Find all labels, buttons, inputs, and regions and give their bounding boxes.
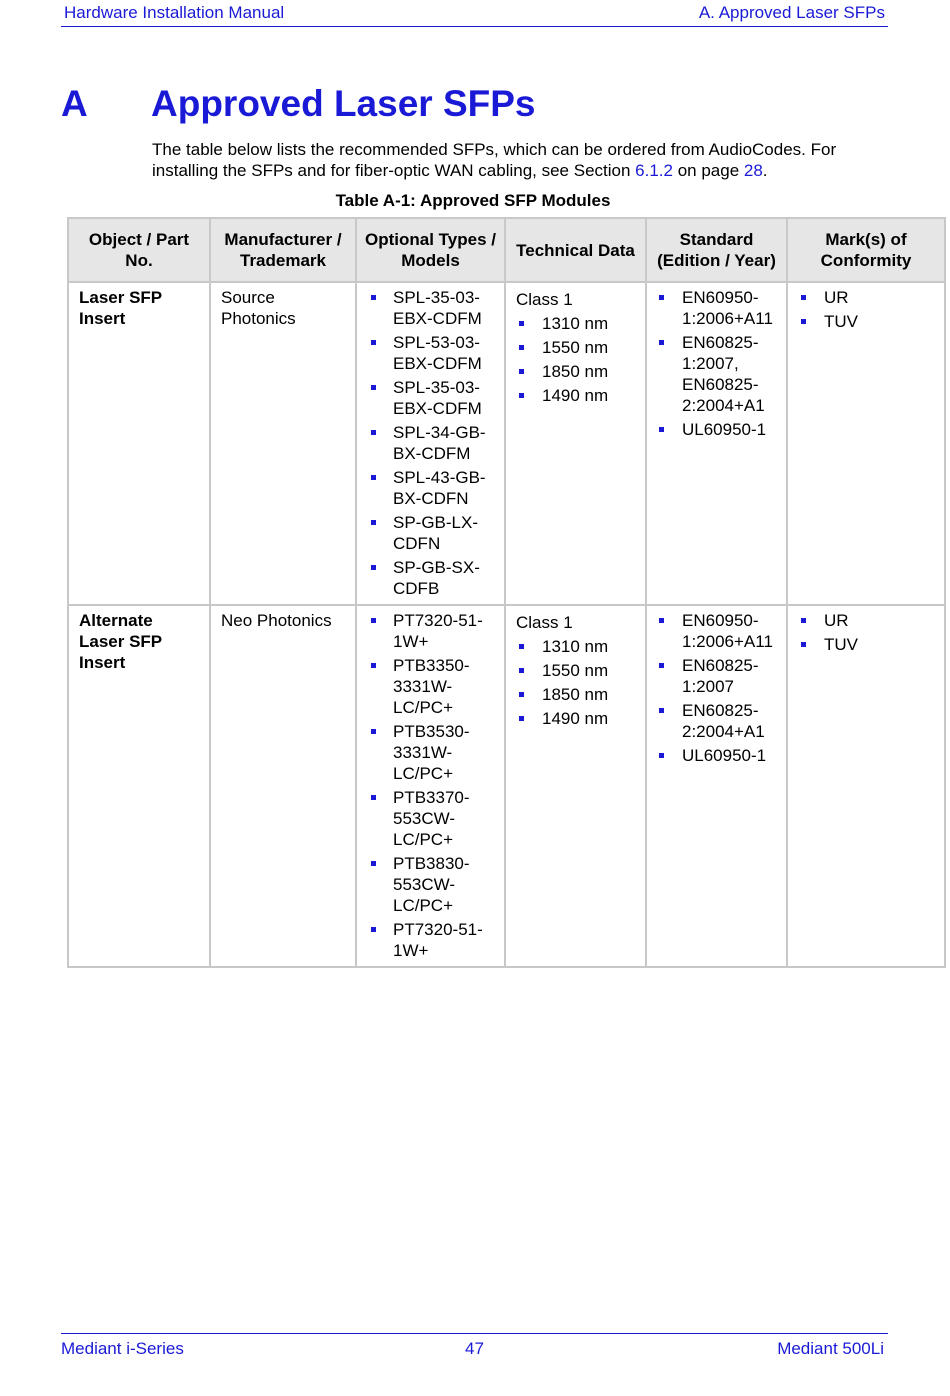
header-right-title: A. Approved Laser SFPs — [698, 3, 885, 22]
wavelength-item: 1310 nm — [516, 636, 639, 657]
footer-product: Mediant 500Li — [777, 1339, 884, 1358]
models-list — [368, 287, 498, 599]
page-title: Approved Laser SFPs — [151, 83, 536, 124]
standards-cell — [646, 282, 787, 605]
header-left-title: Hardware Installation Manual — [64, 3, 285, 22]
mark-item: TUV — [798, 311, 938, 332]
object-cell — [68, 605, 210, 967]
wavelength-item: 1490 nm — [516, 708, 639, 729]
table-row — [68, 282, 945, 605]
intro-text-middle: on page — [672, 161, 744, 180]
page-number: 47 — [465, 1339, 484, 1358]
laser-class: Class 1 — [516, 613, 573, 632]
standards-list — [656, 287, 780, 440]
mark-item: TUV — [798, 634, 938, 655]
laser-class: Class 1 — [516, 290, 573, 309]
page-header — [61, 2, 888, 27]
model-item: SPL-35-03-EBX-CDFM — [368, 377, 498, 419]
manufacturer-cell — [210, 605, 356, 967]
tech-cell — [505, 605, 646, 967]
column-header: Mark(s) of Conformity — [787, 218, 945, 282]
manufacturer-name: Source Photonics — [221, 288, 296, 328]
standards-list — [656, 610, 780, 766]
standard-item: EN60950-1:2006+A11 — [656, 287, 780, 329]
object-cell — [68, 282, 210, 605]
wavelength-item: 1550 nm — [516, 337, 639, 358]
model-item: SPL-53-03-EBX-CDFM — [368, 332, 498, 374]
page-footer — [61, 1333, 888, 1360]
wavelength-list — [516, 313, 639, 406]
column-header: Standard (Edition / Year) — [646, 218, 787, 282]
model-item: SPL-43-GB-BX-CDFN — [368, 467, 498, 509]
table-row — [68, 605, 945, 967]
intro-text-before: The table below lists the recommended SFPs, which can be ordered from AudioCodes. For installing the SFPs and for fiber-optic WAN cabling, see Section — [152, 140, 837, 180]
page-link[interactable]: 28 — [743, 161, 763, 180]
model-item: PT7320-51-1W+ — [368, 919, 498, 961]
model-item: SPL-35-03-EBX-CDFM — [368, 287, 498, 329]
model-item: PTB3830-553CW-LC/PC+ — [368, 853, 498, 916]
table-caption: Table A-1: Approved SFP Modules — [335, 191, 611, 210]
model-item: PTB3370-553CW-LC/PC+ — [368, 787, 498, 850]
marks-cell — [787, 605, 945, 967]
column-header: Manufacturer / Trademark — [210, 218, 356, 282]
standards-cell — [646, 605, 787, 967]
column-header: Optional Types / Models — [356, 218, 505, 282]
wavelength-item: 1490 nm — [516, 385, 639, 406]
column-header: Technical Data — [505, 218, 646, 282]
models-cell — [356, 282, 505, 605]
appendix-letter: A — [61, 83, 88, 124]
standard-item: EN60825-1:2007, EN60825-2:2004+A1 — [656, 332, 780, 416]
standard-item: UL60950-1 — [656, 419, 780, 440]
wavelength-list — [516, 636, 639, 729]
section-link[interactable]: 6.1.2 — [635, 161, 673, 180]
object-name: Alternate Laser SFP Insert — [79, 611, 162, 672]
model-item: SP-GB-LX-CDFN — [368, 512, 498, 554]
intro-paragraph — [152, 139, 892, 181]
column-header: Object / Part No. — [68, 218, 210, 282]
standard-item: UL60950-1 — [656, 745, 780, 766]
object-name: Laser SFP Insert — [79, 288, 162, 328]
table-header-row — [68, 218, 945, 282]
marks-list — [798, 287, 938, 332]
wavelength-item: 1310 nm — [516, 313, 639, 334]
mark-item: UR — [798, 610, 938, 631]
models-cell — [356, 605, 505, 967]
manufacturer-name: Neo Photonics — [221, 611, 332, 630]
intro-text-after: . — [762, 161, 768, 180]
standard-item: EN60825-1:2007 — [656, 655, 780, 697]
wavelength-item: 1850 nm — [516, 361, 639, 382]
wavelength-item: 1550 nm — [516, 660, 639, 681]
manufacturer-cell — [210, 282, 356, 605]
model-item: SP-GB-SX-CDFB — [368, 557, 498, 599]
table-caption-row — [0, 191, 950, 211]
tech-cell — [505, 282, 646, 605]
marks-list — [798, 610, 938, 655]
model-item: PTB3350-3331W-LC/PC+ — [368, 655, 498, 718]
model-item: PTB3530-3331W-LC/PC+ — [368, 721, 498, 784]
footer-series: Mediant i-Series — [61, 1339, 184, 1358]
marks-cell — [787, 282, 945, 605]
model-item: SPL-34-GB-BX-CDFM — [368, 422, 498, 464]
standard-item: EN60950-1:2006+A11 — [656, 610, 780, 652]
wavelength-item: 1850 nm — [516, 684, 639, 705]
model-item: PT7320-51-1W+ — [368, 610, 498, 652]
models-list — [368, 610, 498, 961]
standard-item: EN60825-2:2004+A1 — [656, 700, 780, 742]
mark-item: UR — [798, 287, 938, 308]
sfp-table — [67, 217, 946, 968]
